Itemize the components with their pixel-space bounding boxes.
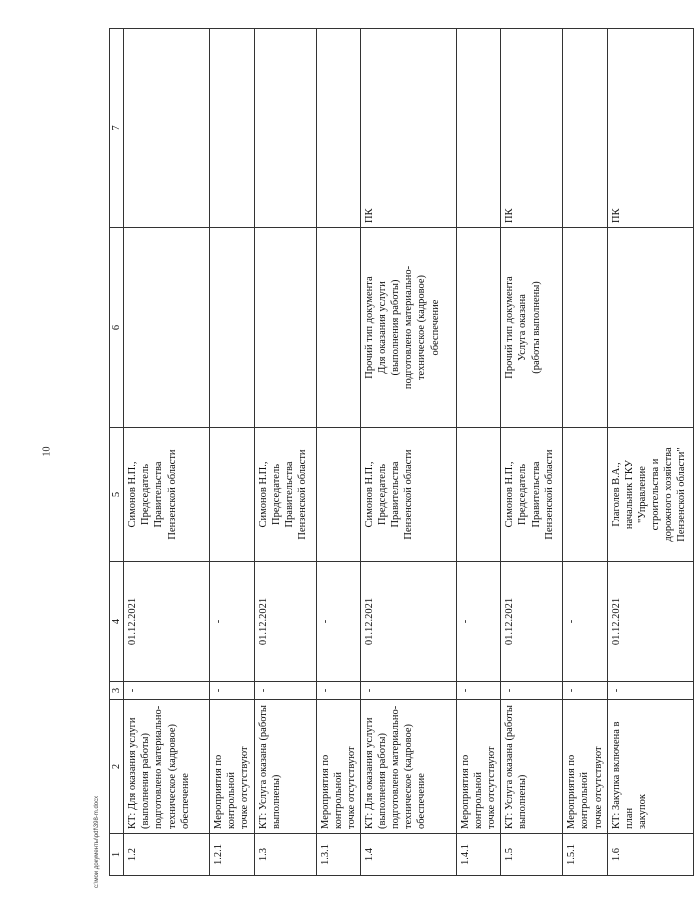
cell-col-3: - xyxy=(501,682,563,700)
cell-col-2: КТ: Для оказания услуги (выполнения работы) подготовлено материально- техническое (кадровое) обеспечение xyxy=(124,700,210,834)
cell-col-5 xyxy=(210,428,254,562)
cell-col-5: Симонов Н.П., Председатель Правительства Пензенской области xyxy=(124,428,210,562)
cell-col-4: - xyxy=(210,562,254,682)
header-row xyxy=(110,29,124,876)
cell-col-2: КТ: Услуга оказана (работы выполнены) xyxy=(254,700,316,834)
cell-col-6 xyxy=(316,228,360,428)
table-row xyxy=(124,29,210,876)
cell-col-2: Мероприятия по контрольной точке отсутствуют xyxy=(316,700,360,834)
cell-col-4: 01.12.2021 xyxy=(360,562,456,682)
cell-col-1: 1.5 xyxy=(501,834,563,876)
cell-col-3: - xyxy=(210,682,254,700)
cell-col-3: - xyxy=(607,682,693,700)
cell-col-1: 1.5.1 xyxy=(563,834,607,876)
cell-col-1: 1.6 xyxy=(607,834,693,876)
table-row xyxy=(316,29,360,876)
table-row xyxy=(360,29,456,876)
cell-col-2: КТ: Для оказания услуги (выполнения работы) подготовлено материально- техническое (кадровое) обеспечение xyxy=(360,700,456,834)
cell-col-3: - xyxy=(316,682,360,700)
cell-col-3: - xyxy=(360,682,456,700)
cell-col-2: Мероприятия по контрольной точке отсутствуют xyxy=(563,700,607,834)
cell-col-6 xyxy=(254,228,316,428)
cell-col-1: 1.2 xyxy=(124,834,210,876)
cell-col-1: 1.2.1 xyxy=(210,834,254,876)
col-header-6: 6 xyxy=(110,228,124,428)
cell-col-2: Мероприятия по контрольной точке отсутствуют xyxy=(456,700,500,834)
table-row xyxy=(501,29,563,876)
cell-col-4: 01.12.2021 xyxy=(607,562,693,682)
cell-col-6: Прочий тип документа Для оказания услуги (выполнения работы) подготовлено материально- техническое (кадровое) обеспечение xyxy=(360,228,456,428)
col-header-7: 7 xyxy=(110,29,124,228)
cell-col-4: 01.12.2021 xyxy=(124,562,210,682)
cell-col-5: Симонов Н.П., Председатель Правительства Пензенской области xyxy=(501,428,563,562)
cell-col-5 xyxy=(563,428,607,562)
cell-col-1: 1.3 xyxy=(254,834,316,876)
cell-col-7 xyxy=(316,29,360,228)
cell-col-6: Прочий тип документа Услуга оказана (работы выполнены) xyxy=(501,228,563,428)
cell-col-6 xyxy=(563,228,607,428)
table-row xyxy=(456,29,500,876)
table-row xyxy=(563,29,607,876)
cell-col-5: Симонов Н.П., Председатель Правительства Пензенской области xyxy=(254,428,316,562)
cell-col-4: - xyxy=(316,562,360,682)
cell-col-7: ПК xyxy=(501,29,563,228)
cell-col-7 xyxy=(563,29,607,228)
rotated-page-content xyxy=(109,29,688,876)
cell-col-7 xyxy=(456,29,500,228)
cell-col-2: КТ: Услуга оказана (работы выполнены) xyxy=(501,700,563,834)
cell-col-7: ПК xyxy=(360,29,456,228)
cell-col-7: ПК xyxy=(607,29,693,228)
cell-col-5 xyxy=(456,428,500,562)
table-row xyxy=(210,29,254,876)
cell-col-3: - xyxy=(124,682,210,700)
col-header-2: 2 xyxy=(110,700,124,834)
cell-col-2: КТ: Закупка включена в план закупок xyxy=(607,700,693,834)
col-header-1: 1 xyxy=(110,834,124,876)
table-row xyxy=(607,29,693,876)
cell-col-4: - xyxy=(456,562,500,682)
cell-col-1: 1.4 xyxy=(360,834,456,876)
cell-col-4: - xyxy=(563,562,607,682)
col-header-3: 3 xyxy=(110,682,124,700)
cell-col-4: 01.12.2021 xyxy=(254,562,316,682)
file-path-footer: c:\мои документы\pdf\398-m.docx xyxy=(94,795,100,888)
cell-col-6 xyxy=(607,228,693,428)
page-number: 10 xyxy=(41,446,53,457)
cell-col-5 xyxy=(316,428,360,562)
cell-col-6 xyxy=(210,228,254,428)
cell-col-5: Глаголев В.А., начальник ГКУ "Управление строительства и дорожного хозяйства Пензенской области" xyxy=(607,428,693,562)
control-points-table xyxy=(109,28,694,876)
table-row xyxy=(254,29,316,876)
cell-col-4: 01.12.2021 xyxy=(501,562,563,682)
cell-col-7 xyxy=(124,29,210,228)
cell-col-6 xyxy=(456,228,500,428)
cell-col-3: - xyxy=(563,682,607,700)
cell-col-1: 1.4.1 xyxy=(456,834,500,876)
col-header-5: 5 xyxy=(110,428,124,562)
cell-col-5: Симонов Н.П., Председатель Правительства Пензенской области xyxy=(360,428,456,562)
cell-col-6 xyxy=(124,228,210,428)
cell-col-3: - xyxy=(456,682,500,700)
cell-col-3: - xyxy=(254,682,316,700)
cell-col-7 xyxy=(210,29,254,228)
col-header-4: 4 xyxy=(110,562,124,682)
cell-col-7 xyxy=(254,29,316,228)
cell-col-1: 1.3.1 xyxy=(316,834,360,876)
cell-col-2: Мероприятия по контрольной точке отсутствуют xyxy=(210,700,254,834)
